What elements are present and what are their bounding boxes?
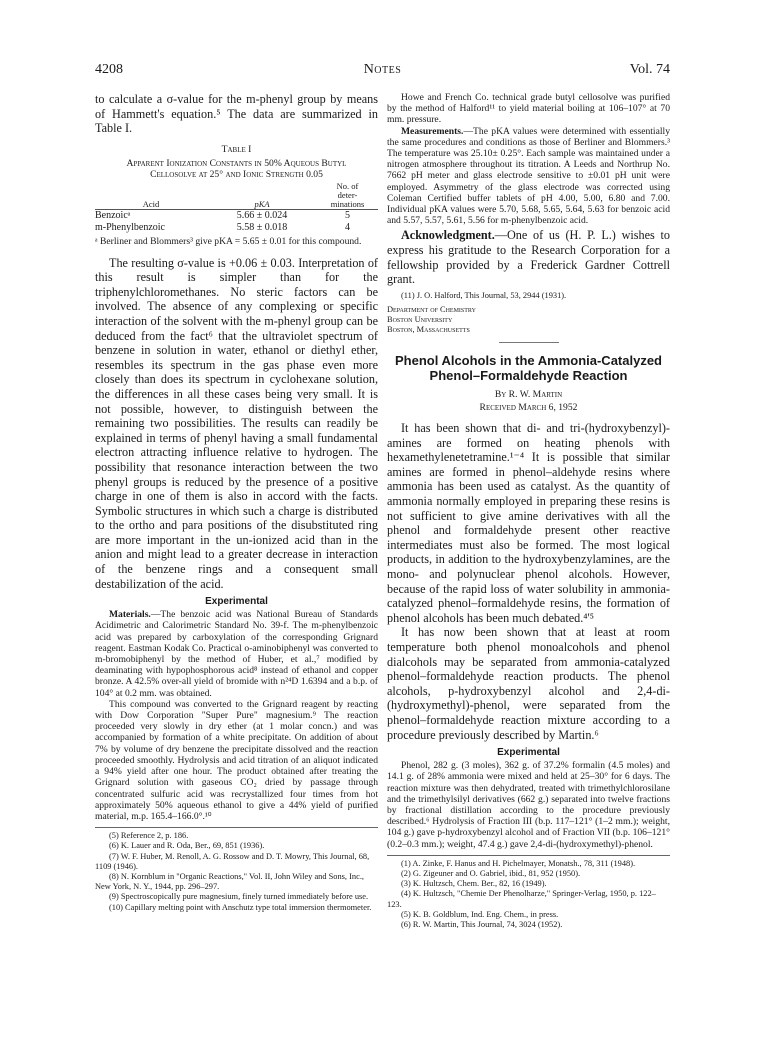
acid-cell: m-Phenylbenzoic [95,222,165,234]
reference-item: (7) W. F. Huber, M. Renoll, A. G. Rossow and D. T. Mowry, This Journal, 68, 1109 (1946). [95,851,370,871]
table-label: Table I [221,143,252,155]
title-line2: Phenol–Formaldehyde Reaction [429,367,628,383]
experimental-grignard: This compound was converted to the Grignard reagent by reacting with Dow Corporation "Super Pure" magnesium.⁹ The reaction proceeded very slowly in dry ether (at 1 molar concn.) and was accompanied by formation of a white precipitate. On addition of about 7% by volume of dry benzene the precipitate dissolved and the reaction proceeded smoothly. Hydrolysis and acid titration of an aliquot indicated a 94% yield after one hour. The product obtained after treating the Grignard solution with gaseous CO₂ dried by passage through concentrated sulfuric acid was recrystallized four times from hot approximately 50% aqueous ethanol to give a 44% yield of purified material, m.p. 165.4–166.0°.¹⁰ [95,698,378,822]
reference-item: (3) K. Hultzsch, Chem. Ber., 82, 16 (1949). [401,879,547,889]
table-caption-line1: Apparent Ionization Constants in 50% Aqueous Butyl [126,157,347,169]
measurements-paragraph [387,126,670,227]
reference-item: (9) Spectroscopically pure magnesium, finely turned immediately before use. [109,892,369,902]
reference-item: (4) K. Hultzsch, "Chemie Der Phenolharze," Springer-Verlag, 1950, p. 122–123. [387,889,656,909]
volume-label: Vol. 74 [629,62,670,77]
experimental-heading: Experimental [205,596,268,608]
pka-cell: 5.66 ± 0.024 [236,210,288,222]
intro-paragraph: to calculate a σ-value for the m-phenyl group by means of Hammett's equation.⁵ The data are summarized in Table I. [95,92,378,136]
reference-item: (10) Capillary melting point with Anschutz type total immersion thermometer. [109,902,372,912]
running-header [95,62,670,80]
title-line1: Phenol Alcohols in the Ammonia-Catalyzed [394,352,662,368]
left-references [95,831,378,913]
n-cell: 4 [345,222,350,234]
col-header-pka: pKA [254,199,270,210]
table-1 [95,144,378,248]
reference-item: (6) K. Lauer and R. Oda, Ber., 69, 851 (1936). [109,841,265,851]
body-paragraph-1: It has been shown that di- and tri-(hydroxybenzyl)-amines are formed on heating phenols with hexamethylenetetramine.¹⁻⁴ It is possible that similar amines are formed in phenol–aldehyde resins where ammonia has been used as catalyst. As the quantity of ammonia normally employed in preparing these resins is not sufficient to give amine derivatives with all the phenol and formaldehyde present other reactive intermediates must also be formed. The most logical products, in addition to the hydroxybenzylamines, are the mono- and polynuclear phenol alcohols. However, because of the rapid loss of water solubility in ammonia-catalyzed phenol–formaldehyde resins, the formation of phenol alcohols has been much debated.⁴'⁵ [387,421,670,625]
measurements-text: —The pKA values were determined with essentially the same procedures and conditions as those of Berliner and Blommers.³ The temperature was 25.10± 0.25°. Each sample was maintained under a nitrogen atmosphere throughout its titration. A Leeds and Northrup No. 7662 pH meter and glass electrode sensitive to ±0.01 pH unit were employed. Asymmetry of the glass electrode was corrected using Coleman Certified buffer tablets of pH 4.00, 5.00, 6.80 and 7.00. Individual pKA values were 5.70, 5.68, 5.65, 5.64, 5.63 for benzoic acid and 5.57, 5.57, 5.61, 5.56 for m-phenylbenzoic acid. [387,125,670,227]
discussion-paragraph: The resulting σ-value is +0.06 ± 0.03. Interpretation of this result is simpler than for the triphenylchloromethanes. No steric factors can be involved. The absence of any complexing or specific interaction of the solvent with the m-phenyl group can be deduced from the fact⁶ that the ultraviolet spectrum of benzene in solution in water, ethanol or diethyl ether, resembles its spectrum in the gas phase even more closely than does its spectrum in cyclohexane solution, the differences in all these cases being very small. It is not possible, however, to distinguish between the remaining two possibilities. The results can readily be explained in terms of phenyl having a small fundamental electron attracting influence relative to hydrogen. The possibility that resonance interaction between the two phenyl groups is reduced by the presence of a positive charge in one of them is also in accord with the facts. Symbolic structures in which such a charge is distributed to the ortho and para positions of the disubstituted ring are more important in the un-ionized acid than in the anion and might lead to a greater decrease in interaction of the benzene rings and a consequent small destabilization of the acid. [95,255,378,591]
experimental-heading-right: Experimental [497,747,560,759]
col-header-acid: Acid [142,199,160,210]
page-number: 4208 [95,62,123,77]
reference-item: (5) Reference 2, p. 186. [109,831,189,841]
reference-item: (6) R. W. Martin, This Journal, 74, 3024 (1952). [401,919,563,929]
right-references [387,859,670,930]
experimental-paragraph-right: Phenol, 282 g. (3 moles), 362 g. of 37.2% formalin (4.5 moles) and 14.1 g. of 28% ammonia were mixed and held at 25–30° for 6 days. The reaction mixture was then dehydrated, treated with trimethylchlorosilane and the trimethylsilyl derivatives (662 g.) separated into twelve fractions by fractional distillation according to the procedure previously described.⁶ Hydrolysis of Fraction III (b.p. 117–121° (1–2 mm.); weight, 104 g.) gave p-hydroxybenzyl alcohol and of Fraction VII (b.p. 106–121° (0.2–0.3 mm.); weight, 47.4 g.) gave 2,4-di-(hydroxymethyl)-phenol. [387,760,670,850]
col-header-n3: minations [330,199,365,210]
section-name: Notes [363,62,402,77]
received-date: Received March 6, 1952 [479,401,578,413]
n-cell: 5 [345,210,350,222]
byline: By R. W. Martin [494,388,563,400]
affiliation-city: Boston, Massachusetts [387,325,470,335]
reference-item: (8) N. Kornblum in "Organic Reactions," Vol. II, John Wiley and Sons, Inc., New York, N. Y., 1944, pp. 296–297. [95,871,365,892]
measurements-lead: Measurements. [401,125,464,137]
reference-11: (11) J. O. Halford, This Journal, 53, 2944 (1931). [401,290,567,300]
article-separator [499,342,559,343]
affiliation [387,305,670,336]
left-column [95,92,378,913]
experimental-materials [95,609,378,699]
acknowledgment-lead: Acknowledgment. [401,228,495,243]
acid-cell: Benzoicᵃ [95,210,131,222]
footnote-divider [95,827,378,828]
materials-text: —The benzoic acid was National Bureau of Standards Acidimetric and Calorimetric Standard No. 39-f. The m-phenylbenzoic acid was prepared by carboxylation of the corresponding Grignard reagent. Eastman Kodak Co. Practical o-aminobiphenyl was converted to m-bromobiphenyl by the method of Huber, et al.,⁷ modified by deaminating with hypophosphorous acid⁸ instead of ethanol and copper bronze. A 42.5% over-all yield of bromide with n²⁴D 1.6394 and a b.p. of 104° at 0.2 mm. was obtained. [95,609,378,699]
footnote-divider-right [387,855,670,856]
materials-paragraph: Howe and French Co. technical grade butyl cellosolve was purified by the method of Halford¹¹ to yield material boiling at 106–107° at 70 mm. pressure. [387,92,670,126]
table-grid [95,182,378,234]
right-column [387,92,670,930]
acknowledgment-paragraph [387,228,670,286]
body-paragraph-2: It has now been shown that at least at room temperature both phenol monoalcohols and phenol dialcohols may be separated from ammonia-catalyzed phenol–formaldehyde reaction products. The phenol alcohols, p-hydroxybenzyl alcohol and 2,4-di-(hydroxymethyl)-phenol, were separated from the phenol–formaldehyde reaction mixture according to a procedure previously described by Martin.⁶ [387,625,670,742]
table-row [95,210,378,222]
table-row [95,222,378,234]
table-caption-line2: Cellosolve at 25° and Ionic Strength 0.05 [150,169,323,181]
materials-lead: Materials. [109,609,151,621]
reference-item: (2) G. Zigeuner and O. Gabriel, ibid., 81, 952 (1950). [401,868,581,878]
affiliation-dept: Department of Chemistry [387,305,476,315]
affiliation-univ: Boston University [387,315,453,325]
col-header-n1: No. of [336,181,359,192]
pka-cell: 5.58 ± 0.018 [236,222,288,234]
reference-item: (1) A. Zinke, F. Hanus and H. Pichelmayer, Monatsh., 78, 311 (1948). [401,858,636,868]
reference-item: (5) K. B. Goldblum, Ind. Eng. Chem., in press. [401,909,559,919]
table-footnote: ᵃ Berliner and Blommers³ give pKA = 5.65 ± 0.01 for this compound. [95,236,362,248]
acknowledgment-text: —One of us (H. P. L.) wishes to express his gratitude to the Research Corporation for a fellowship provided by a Frederick Gardner Cottrell grant. [387,228,670,287]
col-header-n2: deter- [337,190,358,201]
article-title [387,353,670,383]
